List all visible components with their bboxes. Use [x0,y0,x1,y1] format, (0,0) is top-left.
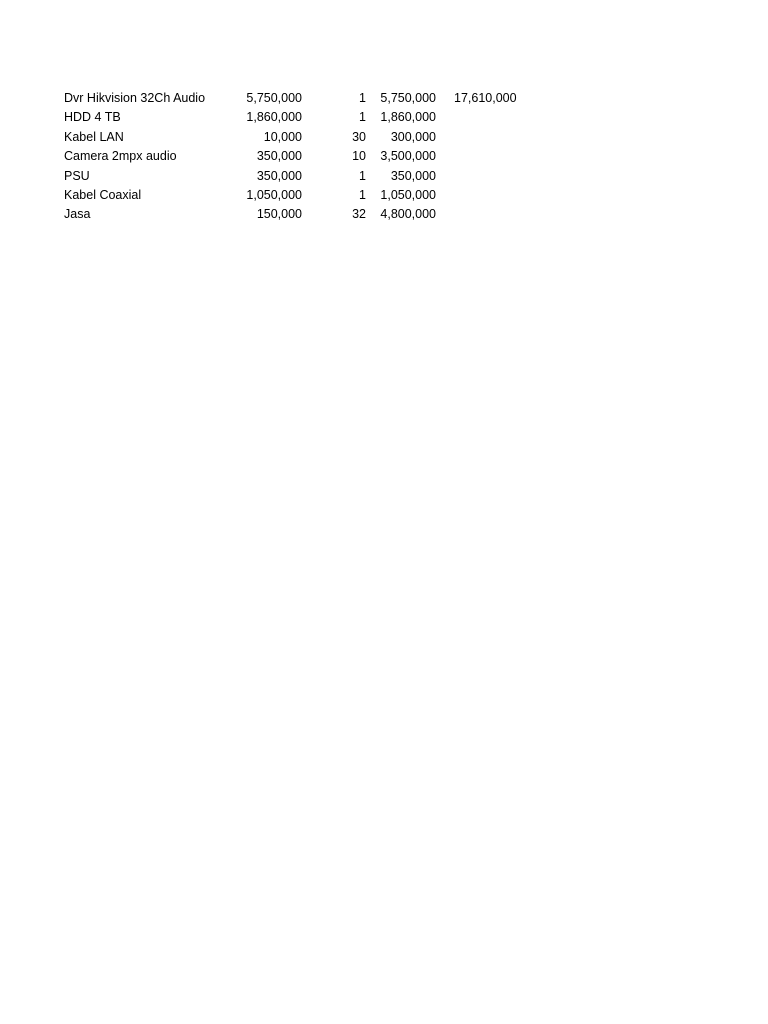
unit-price-cell: 150,000 [256,207,302,222]
grand-total-cell [454,128,534,147]
quantity-cell: 1 [359,168,366,183]
table-row [0,186,768,205]
line-total-cell: 300,000 [390,129,436,144]
item-name-cell: Jasa [64,207,91,222]
unit-price-cell: 350,000 [256,149,302,164]
line-total-cell: 4,800,000 [380,207,436,222]
quantity-cell: 1 [359,91,366,105]
quantity-cell: 10 [352,149,366,164]
line-total-cell: 350,000 [390,168,436,183]
item-name-cell: Dvr Hikvision 32Ch Audio [64,91,206,105]
item-name-cell: Kabel LAN [64,129,124,144]
table-row [0,167,768,186]
unit-price-cell: 350,000 [256,168,302,183]
unit-price-cell: 1,050,000 [246,188,302,202]
item-name-cell: PSU [64,168,90,183]
grand-total-cell [454,108,534,127]
table-row [0,147,768,166]
line-total-cell: 5,750,000 [380,91,436,105]
quantity-cell: 1 [359,110,366,125]
grand-total-cell [454,186,534,205]
item-name-cell: Camera 2mpx audio [64,149,177,164]
line-total-cell: 3,500,000 [380,149,436,164]
grand-total-cell [454,167,534,186]
quantity-cell: 30 [352,129,366,144]
item-name-cell: HDD 4 TB [64,110,121,125]
table-row [0,89,768,108]
grand-total-cell [454,205,534,224]
item-name-cell: Kabel Coaxial [64,188,142,202]
unit-price-cell: 10,000 [263,129,302,144]
line-total-cell: 1,050,000 [380,188,436,202]
grand-total-cell: 17,610,000 [454,91,517,105]
quantity-cell: 32 [352,207,366,222]
table-row [0,128,768,147]
quantity-cell: 1 [359,188,366,202]
line-total-cell: 1,860,000 [380,110,436,125]
table-row [0,108,768,127]
table-row [0,205,768,224]
unit-price-cell: 1,860,000 [246,110,302,125]
grand-total-cell [454,147,534,166]
unit-price-cell: 5,750,000 [246,91,302,105]
